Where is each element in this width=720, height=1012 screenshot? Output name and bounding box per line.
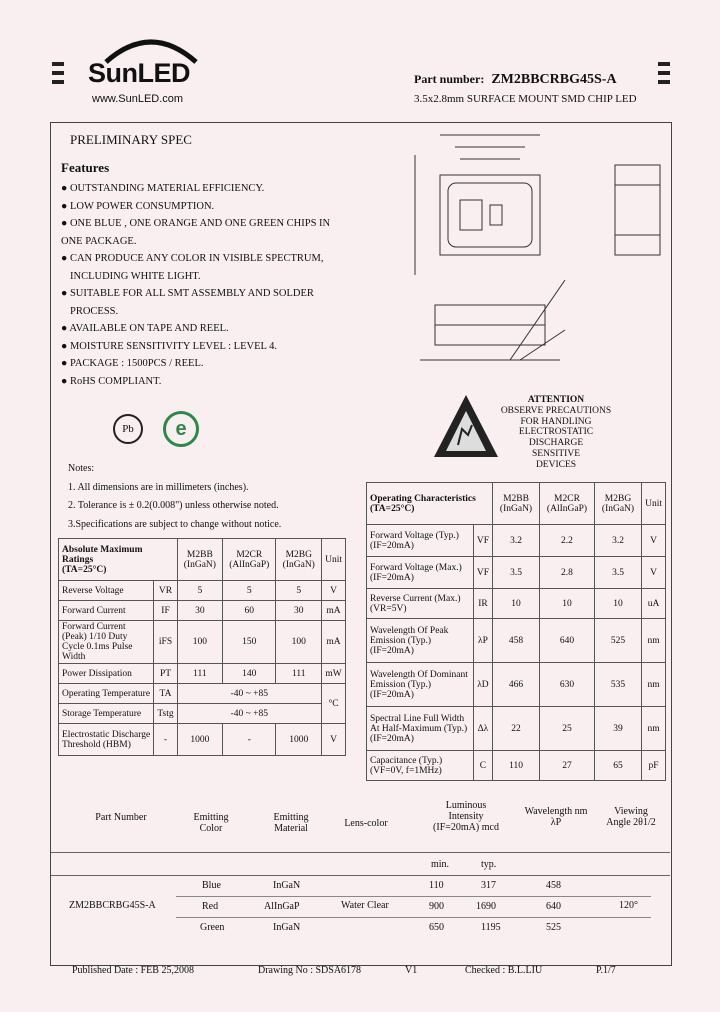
features-list (61, 180, 330, 390)
page-number: P.1/7 (596, 965, 616, 976)
table-row: Storage Temperature Tstg -40 ~ +85 (59, 704, 346, 724)
subtitle: 3.5x2.8mm SURFACE MOUNT SMD CHIP LED (414, 93, 637, 105)
left-bars (52, 62, 64, 89)
feature-item: PROCESS. (70, 305, 119, 317)
part-number-label: Part number: ZM2BBCRBG45S-A (414, 72, 617, 87)
attention-text: ATTENTION OBSERVE PRECAUTIONS FOR HANDLING ELECTROSTATIC DISCHARGE SENSITIVE DEVICES (500, 395, 612, 470)
table-row: Electrostatic Discharge Threshold (HBM) - 1000 - 1000 V (59, 724, 346, 756)
version: V1 (405, 965, 418, 976)
pb-free-icon: Pb (113, 414, 143, 444)
abs-max-title: Absolute Maximum Ratings (TA=25°C) (59, 539, 178, 581)
page-title: PRELIMINARY SPEC (70, 132, 192, 147)
checked-by: Checked : B.L.LIU (465, 965, 543, 976)
website[interactable]: www.SunLED.com (92, 93, 184, 105)
feature-item: ● AVAILABLE ON TAPE AND REEL. (61, 323, 229, 334)
table-row: Wavelength Of Peak Emission (Typ.) (IF=20mA) λP 458 640 525 nm (367, 619, 666, 663)
table-row: Spectral Line Full Width At Half-Maximum (Typ.) (IF=20mA) Δλ 22 25 39 nm (367, 707, 666, 751)
package-drawing (400, 125, 665, 375)
op-char-table: Operating Characteristics (TA=25°C) M2BB (InGaN) M2CR (AlInGaP) M2BG (InGaN) Unit Forward Voltage (Typ.) (IF=20mA) VF 3.2 2.2 3.2 V Forward Voltage (Max.) (IF=20mA) VF 3.5 2.8 3.5 V Reverse Current (Max.) (VR=5V) IR 10 10 10 uA Wavelength Of Peak Emission (Typ.) (IF=20mA) λP 458 640 525 nm Wavelength Of Dominant Emission (Typ.) (IF=20mA) λD 466 630 535 nm Spectral Line Full Width At Half-Maximum (Typ.) (IF=20mA) Δλ 22 25 39 nm Capacitance (Typ.) (VF=0V, f=1MHz) C 110 27 65 pF (366, 482, 666, 781)
feature-item: ● SUITABLE FOR ALL SMT ASSEMBLY AND SOLDER (61, 288, 314, 299)
table-row: Forward Current (Peak) 1/10 Duty Cycle 0.1ms Pulse Width iFS 100 150 100 mA (59, 621, 346, 664)
feature-item: ● CAN PRODUCE ANY COLOR IN VISIBLE SPECTRUM, (61, 253, 324, 264)
feature-item: ● LOW POWER CONSUMPTION. (61, 200, 215, 212)
table-row: Power Dissipation PT 111 140 111 mW (59, 664, 346, 684)
brand-logo: SunLED (88, 58, 190, 88)
product-table: Part Number Emitting Color Emitting Material Lens-color Luminous Intensity (IF=20mA) mcd Wavelength nm λP Viewing Angle 2θ1/2 min. typ. ZM2BBCRBG45S-A Water Clear 120° Blue InGaN 110 317 458 Red AlInGaP 900 1690 640 Green InGaN 650 1195 525 (51, 800, 670, 938)
table-row: Forward Current IF 30 60 30 mA (59, 601, 346, 621)
op-char-title: Operating Characteristics (TA=25°C) (367, 483, 493, 525)
feature-item: ● PACKAGE : 1500PCS / REEL. (61, 358, 204, 369)
table-row: Forward Voltage (Max.) (IF=20mA) VF 3.5 2.8 3.5 V (367, 557, 666, 589)
esd-warning-icon (432, 393, 500, 459)
notes: Notes: 1. All dimensions are in millimeters (inches). 2. Tolerance is ± 0.2(0.008") unless otherwise noted. 3.Specifications are subject to change without notice. (68, 463, 282, 530)
part-cell: ZM2BBCRBG45S-A (69, 900, 156, 911)
table-row: Reverse Voltage VR 5 5 5 V (59, 581, 346, 601)
table-row: Reverse Current (Max.) (VR=5V) IR 10 10 10 uA (367, 589, 666, 619)
table-row: Operating Temperature TA -40 ~ +85 °C (59, 684, 346, 704)
abs-max-table: Absolute Maximum Ratings (TA=25°C) M2BB (InGaN) M2CR (AlInGaP) M2BG (InGaN) Unit Reverse Voltage VR 5 5 5 V Forward Current IF 30 60 30 mA Forward Current (Peak) 1/10 Duty Cycle 0.1ms Pulse Width iFS 100 150 100 mA Power Dissipation PT 111 140 111 mW Operating Temperature TA -40 ~ +85 °C Storage Temperature Tstg -40 ~ +85 Electrostatic Discharge Threshold (HBM) - 1000 - 1000 V (58, 538, 346, 756)
table-row: Wavelength Of Dominant Emission (Typ.) (IF=20mA) λD 466 630 535 nm (367, 663, 666, 707)
feature-item: ● MOISTURE SENSITIVITY LEVEL : LEVEL 4. (61, 340, 278, 352)
published-date: Published Date : FEB 25,2008 (72, 965, 194, 976)
table-row: Capacitance (Typ.) (VF=0V, f=1MHz) C 110 27 65 pF (367, 751, 666, 781)
feature-item: ● ONE BLUE , ONE ORANGE AND ONE GREEN CHIPS IN (61, 218, 331, 229)
part-number: ZM2BBCRBG45S-A (491, 72, 617, 87)
table-row: Forward Voltage (Typ.) (IF=20mA) VF 3.2 2.2 3.2 V (367, 525, 666, 557)
feature-item: INCLUDING WHITE LIGHT. (70, 270, 201, 282)
drawing-no: Drawing No : SDSA6178 (258, 965, 362, 976)
feature-item: ● OUTSTANDING MATERIAL EFFICIENCY. (61, 183, 265, 194)
feature-item: ● RoHS COMPLIANT. (61, 375, 162, 387)
feature-item: ONE PACKAGE. (61, 235, 137, 247)
features-heading: Features (61, 160, 110, 175)
right-bars (658, 62, 670, 89)
rohs-e-icon: e (163, 411, 199, 447)
